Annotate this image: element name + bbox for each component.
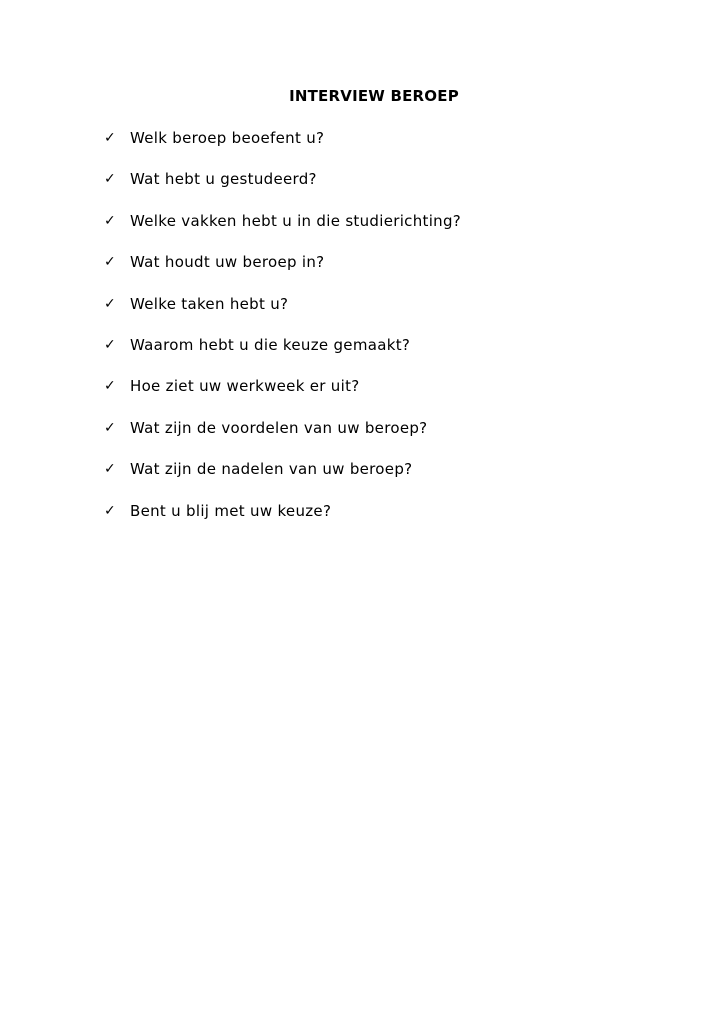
list-item — [104, 418, 461, 459]
checkmark-icon: ✓ — [104, 461, 117, 478]
document-title: INTERVIEW BEROEP — [289, 87, 459, 105]
list-item — [104, 501, 461, 542]
question-text: Welke vakken hebt u in die studierichting? — [130, 211, 462, 230]
list-item — [104, 169, 461, 210]
list-item — [104, 211, 461, 252]
checkmark-icon: ✓ — [104, 295, 117, 312]
checkmark-icon: ✓ — [104, 336, 117, 353]
list-item — [104, 128, 461, 169]
question-text: Wat houdt uw beroep in? — [130, 253, 325, 272]
question-text: Waarom hebt u die keuze gemaakt? — [130, 335, 411, 354]
question-text: Wat zijn de voordelen van uw beroep? — [130, 418, 428, 437]
checkmark-icon: ✓ — [104, 419, 117, 436]
checkmark-icon: ✓ — [104, 130, 117, 146]
question-text: Welk beroep beoefent u? — [130, 129, 325, 147]
question-text: Welke taken hebt u? — [130, 294, 289, 313]
list-item — [104, 335, 461, 376]
question-text: Wat hebt u gestudeerd? — [130, 170, 317, 189]
checkmark-icon: ✓ — [104, 254, 117, 271]
list-item — [104, 376, 461, 417]
question-text: Bent u blij met uw keuze? — [130, 501, 332, 520]
list-item — [104, 459, 461, 500]
checkmark-icon: ✓ — [104, 212, 117, 229]
question-text: Hoe ziet uw werkweek er uit? — [130, 377, 360, 396]
question-text: Wat zijn de nadelen van uw beroep? — [130, 460, 413, 479]
checkmark-icon: ✓ — [104, 502, 117, 519]
list-item — [104, 294, 461, 335]
list-item — [104, 252, 461, 293]
question-list — [104, 128, 461, 542]
checkmark-icon: ✓ — [104, 171, 117, 188]
checkmark-icon: ✓ — [104, 378, 117, 395]
